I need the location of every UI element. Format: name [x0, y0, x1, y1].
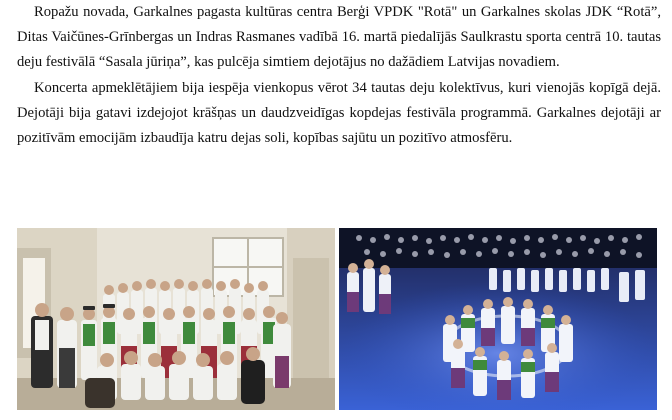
photo-row: [17, 228, 657, 410]
article-text: [17, 0, 661, 151]
paragraph-1: Ropažu novada, Garkalnes pagasta kultūras centra Berģi VPDK "Rotā" un Garkalnes skolas JDK “Rotā”, Ditas Vaičūnes-Grīnbergas un Indras Rasmanes vadībā 16. martā piedalījās Saulkrastu sporta centrā 10. tautas deju festivālā “Sasala jūriņa”, kas pulcēja simtiem dejotājus no dažādiem Latvijas novadiem.: [17, 4, 661, 71]
stage-photo-illustration: [339, 228, 657, 410]
group-photo: [17, 228, 335, 410]
group-photo-illustration: [17, 228, 335, 410]
left-dancer-group: [347, 259, 391, 314]
stage-photo: [339, 228, 657, 410]
paragraph-2: Koncerta apmeklētājiem bija iespēja vienkopus vērot 34 tautas deju kolektīvus, kuri vienojās kopīgā dejā. Dejotāji bija gatavi izdejojot krāšņas un daudzveidīgas kopdejas festivāla programmā. Garkalnes dejotāji ar pozitīvām emocijām izbaudīja katru dejas soli, kopības sajūtu un pozitīvo atmosfēru.: [17, 79, 661, 147]
